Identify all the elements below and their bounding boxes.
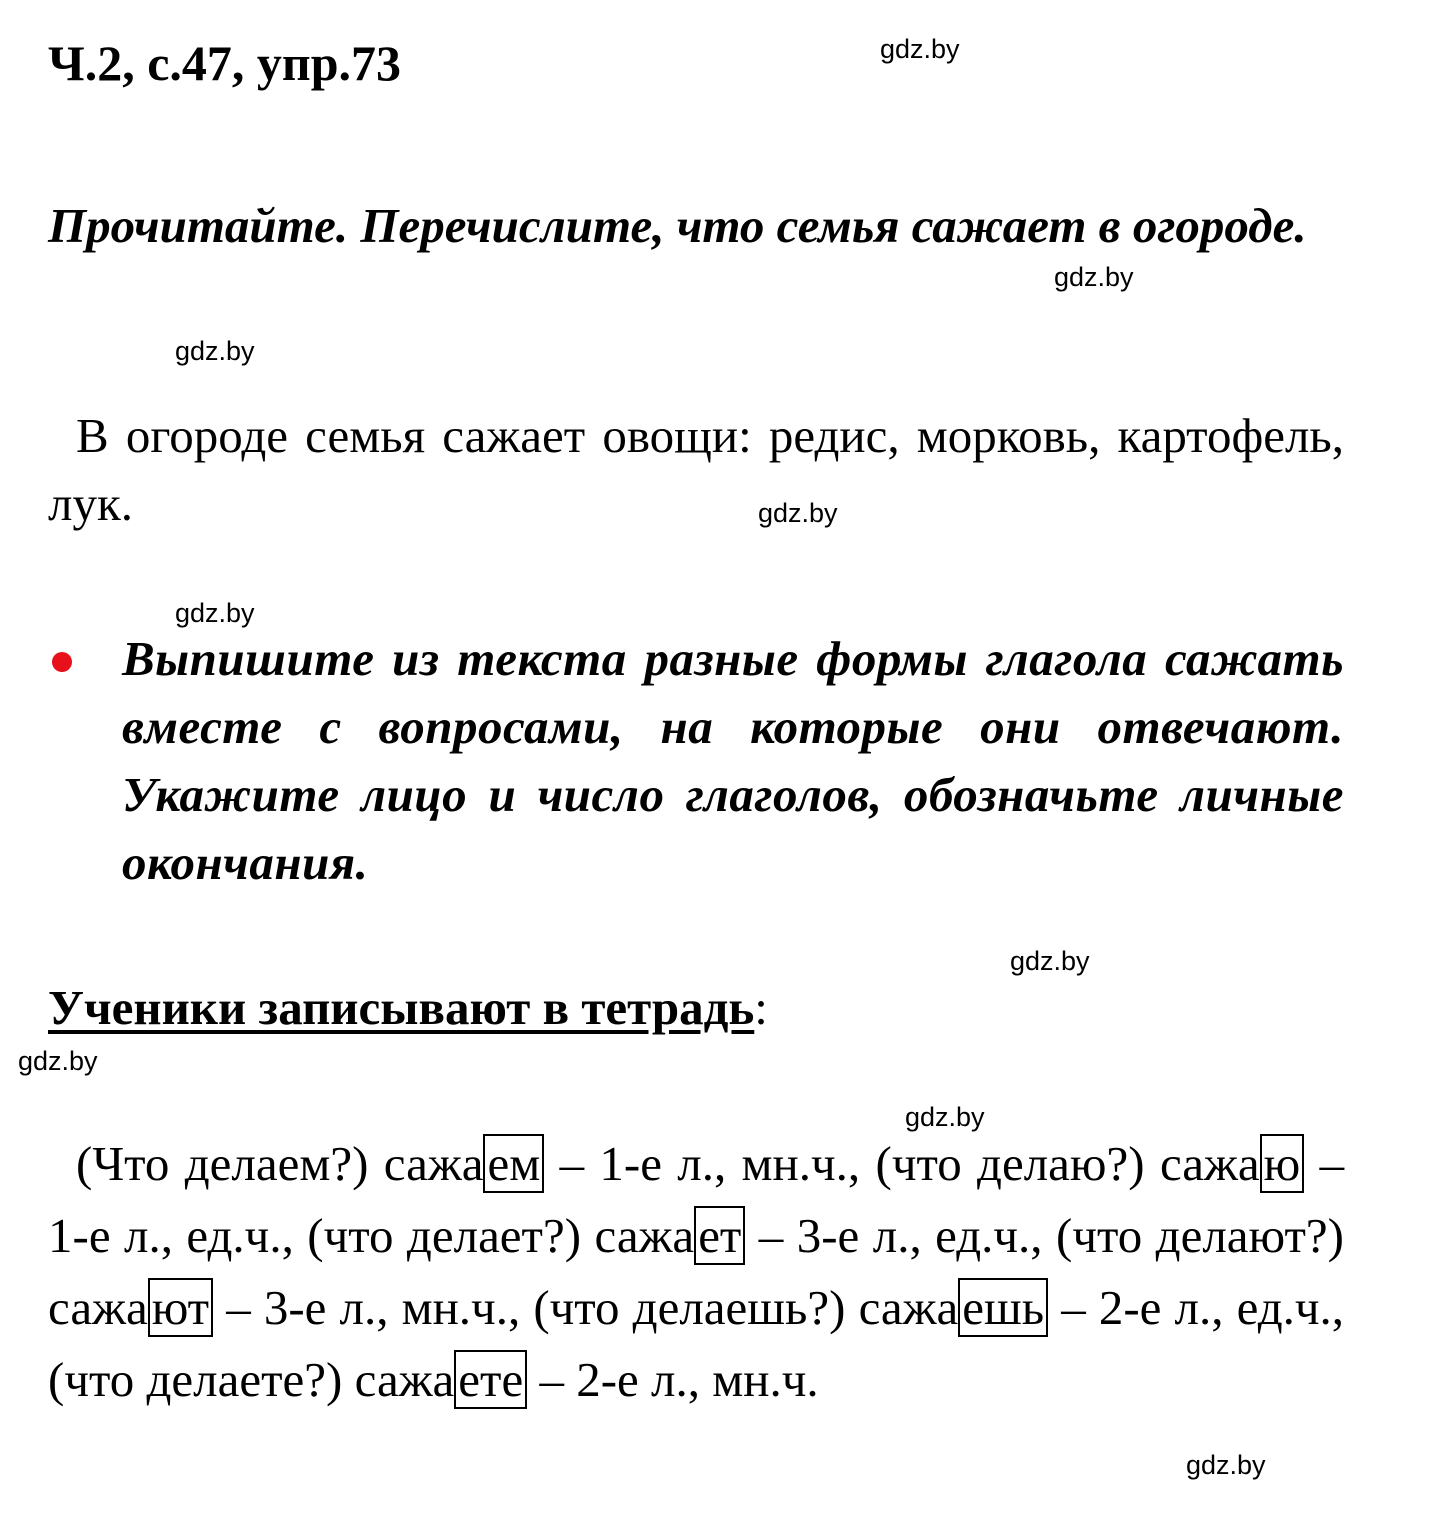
verb-info: – 2-е л., мн.ч xyxy=(539,1352,807,1407)
answer-text: В огороде семья сажает овощи: редис, морковь, картофель, лук. xyxy=(48,408,1344,531)
watermark: gdz.by xyxy=(1054,262,1134,292)
verb-info: – 3-е л., ед.ч., xyxy=(758,1208,1043,1263)
watermark: gdz.by xyxy=(18,1046,98,1076)
watermark: gdz.by xyxy=(1186,1450,1266,1480)
watermark: gdz.by xyxy=(1010,946,1090,976)
verb-ending-box: ешь xyxy=(958,1278,1048,1337)
verb-form-entry xyxy=(307,1206,1042,1265)
verb-stem: сажа xyxy=(858,1280,959,1335)
verb-info: – 2-е л., ед.ч., xyxy=(1061,1280,1345,1335)
verb-info: – 1-е л., мн.ч., xyxy=(559,1136,861,1191)
watermark: gdz.by xyxy=(175,336,255,366)
page-title: Ч.2, с.47, упр.73 xyxy=(48,35,402,91)
verb-form-entry xyxy=(48,1350,819,1409)
verb-form-entry xyxy=(533,1278,1344,1337)
verb-question: (что делаешь?) xyxy=(533,1280,846,1335)
watermark: gdz.by xyxy=(880,34,960,64)
bullet-task: Выпишите из текста разные формы глагола сажать вместе с вопросами, на которые они отвечают. Укажите лицо и число глаголов, обозначьте личные окончания. xyxy=(122,631,1344,890)
verb-ending-box: ем xyxy=(483,1134,544,1193)
verb-ending-box: ют xyxy=(148,1278,213,1337)
verb-info: – 3-е л., мн.ч., xyxy=(226,1280,521,1335)
subheading-text: Ученики записывают в тетрадь xyxy=(48,980,755,1035)
verb-question: (что делаю?) xyxy=(875,1136,1145,1191)
verb-stem: сажа xyxy=(594,1208,695,1263)
verb-question: (Что делаем?) xyxy=(76,1136,369,1191)
verb-ending-box: ете xyxy=(454,1350,527,1409)
subheading xyxy=(48,978,768,1038)
verb-ending-box: ет xyxy=(694,1206,745,1265)
watermark: gdz.by xyxy=(905,1102,985,1132)
verb-ending-box: ю xyxy=(1260,1134,1305,1193)
verb-stem: сажа xyxy=(1159,1136,1260,1191)
subheading-colon: : xyxy=(754,980,768,1035)
verb-stem: сажа xyxy=(383,1136,484,1191)
watermark: gdz.by xyxy=(175,598,255,628)
verb-stem: сажа xyxy=(48,1280,148,1335)
verb-forms-answer xyxy=(48,1128,1344,1416)
verb-question: (что делают?) xyxy=(1056,1208,1344,1263)
verb-info: – 1-е л., ед.ч., xyxy=(48,1136,1345,1263)
verb-form-entry xyxy=(76,1134,860,1193)
end-mark: . xyxy=(806,1352,819,1407)
verb-question: (что делаете?) xyxy=(48,1352,343,1407)
watermark: gdz.by xyxy=(758,498,838,528)
task-instruction: Прочитайте. Перечислите, что семья сажает в огороде. xyxy=(48,198,1307,253)
verb-stem: сажа xyxy=(354,1352,455,1407)
verb-question: (что делает?) xyxy=(307,1208,582,1263)
bullet-icon xyxy=(52,652,72,672)
